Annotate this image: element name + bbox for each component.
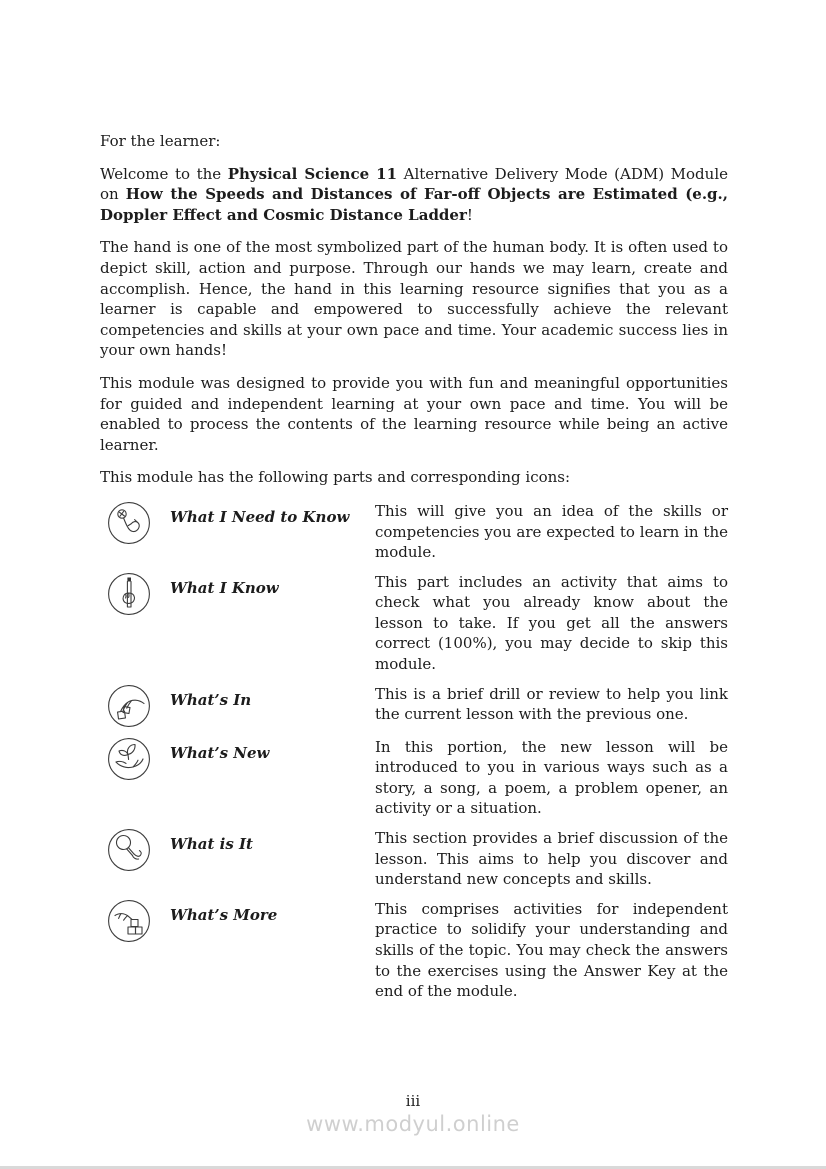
hand-holding-plant-icon	[107, 737, 151, 781]
welcome-post: !	[466, 205, 473, 224]
table-row	[100, 501, 728, 563]
welcome-pre: Welcome to the	[100, 164, 228, 183]
module-part-description: This is a brief drill or review to help you link the current lesson with the previous one.	[375, 684, 728, 724]
icon-cell	[100, 501, 170, 545]
hand-paragraph: The hand is one of the most symbolized part of the human body. It is often used to depict skill, action and purpose. Through our hands we may learn, create and accomplish. Hence, the hand in this learning resource signifies that you as a learner is capable and empowered to successfully achieve the relevant competencies and skills at your own pace and time. Your academic success lies in your own hands!	[100, 238, 728, 360]
welcome-mid: Alternative Delivery Mode (ADM) Module on	[100, 164, 728, 204]
page-content	[100, 131, 728, 1011]
watermark-text: www.modyul.online	[306, 1112, 520, 1136]
course-title: Physical Science 11	[227, 164, 398, 183]
hand-magnifying-glass-icon	[107, 828, 151, 872]
hand-holding-pencil-icon	[107, 572, 151, 616]
table-row	[100, 899, 728, 1002]
module-part-label: What’s In	[170, 690, 252, 709]
module-part-description: In this portion, the new lesson will be introduced to you in various ways such as a story, a song, a poem, a problem opener, an activity or a situation.	[375, 737, 728, 818]
table-row	[100, 828, 728, 890]
module-part-description: This part includes an activity that aims to check what you already know about the lesson to take. If you get all the answers correct (100%), you may decide to skip this module.	[375, 572, 728, 674]
parts-intro: This module has the following parts and corresponding icons:	[100, 468, 571, 487]
module-part-description: This section provides a brief discussion of the lesson. This aims to help you discover and understand new concepts and skills.	[375, 829, 728, 889]
welcome-paragraph	[100, 164, 728, 226]
icon-cell	[100, 684, 170, 728]
icon-cell	[100, 737, 170, 781]
module-part-label: What is It	[170, 835, 253, 854]
module-part-label: What’s More	[170, 905, 278, 924]
table-row	[100, 684, 728, 728]
module-part-label: What I Need to Know	[170, 507, 350, 526]
module-part-label: What’s New	[170, 743, 270, 762]
icon-cell	[100, 572, 170, 616]
page-number: iii	[405, 1092, 421, 1110]
module-part-description: This will give you an idea of the skills or competencies you are expected to learn in the module.	[375, 501, 728, 562]
module-part-label: What I Know	[170, 578, 279, 597]
module-parts-table	[100, 501, 728, 1002]
intro-label: For the learner:	[100, 132, 221, 150]
table-row	[100, 737, 728, 819]
pointing-hand-icon	[107, 501, 151, 545]
hand-with-blocks-icon	[107, 684, 151, 728]
icon-cell	[100, 899, 170, 943]
module-title: How the Speeds and Distances of Far-off Objects are Estimated (e.g., Doppler Effect and Cosmic Distance Ladder	[100, 185, 728, 224]
module-part-description: This comprises activities for independent practice to solidify your understanding and skills of the topic. You may check the answers to the exercises using the Answer Key at the end of the module.	[375, 899, 728, 1001]
hand-stacking-blocks-icon	[107, 899, 151, 943]
design-paragraph: This module was designed to provide you with fun and meaningful opportunities for guided and independent learning at your own pace and time. You will be enabled to process the contents of the learning resource while being an active learner.	[100, 373, 728, 454]
icon-cell	[100, 828, 170, 872]
table-row	[100, 572, 728, 675]
